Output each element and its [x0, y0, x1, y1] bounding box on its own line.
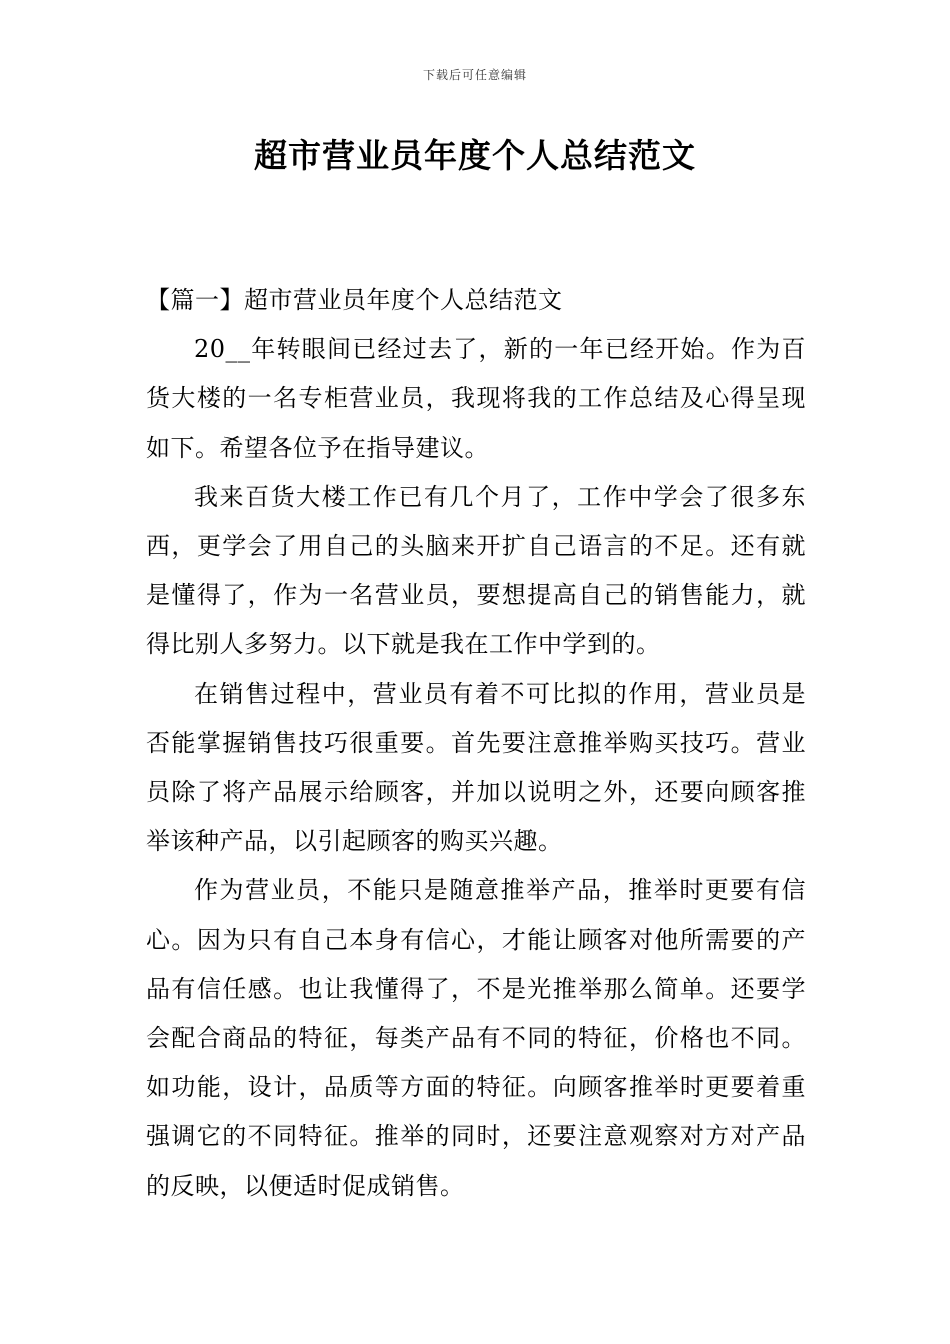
header-note: 下载后可任意编辑 — [422, 68, 527, 82]
paragraph-2: 我来百货大楼工作已有几个月了，工作中学会了很多东西，更学会了用自己的头脑来开扩自己语言的不足。还有就是懂得了，作为一名营业员，要想提高自己的销售能力，就得比别人多努力。以下就是我在工作中学到的。 — [146, 482, 806, 659]
document-body — [146, 276, 806, 1211]
section-heading: 【篇一】超市营业员年度个人总结范文 — [146, 286, 563, 314]
document-title: 超市营业员年度个人总结范文 — [254, 136, 696, 175]
paragraph-3: 在销售过程中，营业员有着不可比拟的作用，营业员是否能掌握销售技巧很重要。首先要注意推举购买技巧。营业员除了将产品展示给顾客，并加以说明之外，还要向顾客推举该种产品，以引起顾客的购买兴趣。 — [146, 679, 806, 856]
paragraph-4: 作为营业员，不能只是随意推举产品，推举时更要有信心。因为只有自己本身有信心，才能让顾客对他所需要的产品有信任感。也让我懂得了，不是光推举那么简单。还要学会配合商品的特征，每类产品有不同的特征，价格也不同。如功能，设计，品质等方面的特征。向顾客推举时更要着重强调它的不同特征。推举的同时，还要注意观察对方对产品的反映，以便适时促成销售。 — [146, 876, 806, 1200]
paragraph-1: 20__年转眼间已经过去了，新的一年已经开始。作为百货大楼的一名专柜营业员，我现将我的工作总结及心得呈现如下。希望各位予在指导建议。 — [146, 335, 806, 462]
